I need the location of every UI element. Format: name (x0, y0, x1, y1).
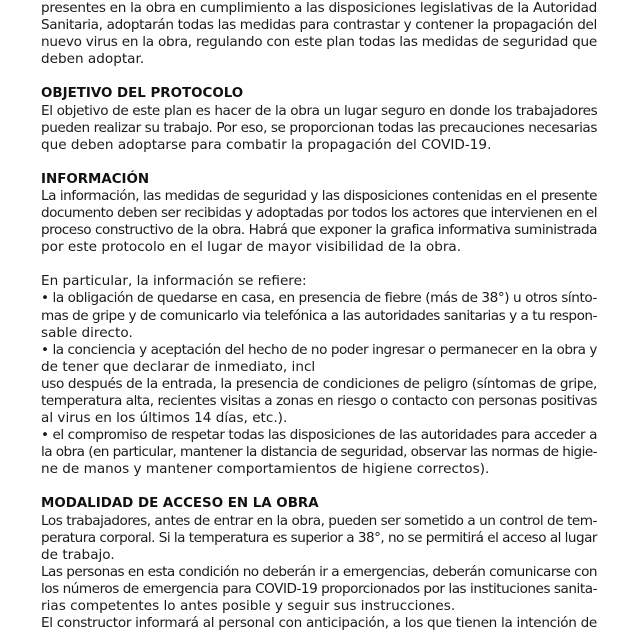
bullet-line: • el compromiso de respetar todas las disposiciones de las autoridades para acceder a (41, 427, 597, 444)
text-line: por este protocolo en el lugar de mayor visibilidad de la obra. (41, 239, 462, 256)
document-page (41, 0, 597, 632)
bullet-line: • la obligación de quedarse en casa, en presencia de fiebre (más de 38°) u otros sínto- (41, 290, 597, 307)
spacer (41, 68, 597, 85)
spacer (41, 478, 597, 495)
text-line: temperatura alta, recientes visitas a zonas en riesgo o contacto con personas positivas (41, 392, 597, 409)
text-line: Sanitaria, adoptarán todas las medidas para contrastar y contener la propagación del (41, 17, 597, 34)
text-line: El objetivo de este plan es hacer de la obra un lugar seguro en donde los trabajadores (41, 102, 598, 119)
text-line: los números de emergencia para COVID-19 proporcionados por las instituciones sanita- (41, 580, 597, 597)
text-line: ne de manos y mantener comportamientos de higiene correctos). (41, 461, 490, 478)
text-line: rias competentes lo antes posible y seguir sus instrucciones. (41, 598, 456, 614)
text-line: uso después de la entrada, la presencia de condiciones de peligro (síntomas de gripe, (41, 375, 597, 392)
section-heading-objetivo: OBJETIVO DEL PROTOCOLO (41, 86, 244, 102)
text-line: de tener que declarar de inmediato, incl (41, 358, 316, 375)
text-line: proceso constructivo de la obra. Habrá que exponer la grafica informativa suministrada (41, 222, 597, 239)
text-line: la obra (en particular, mantener la distancia de seguridad, observar las normas de higie- (41, 444, 597, 461)
spacer (41, 256, 597, 273)
text-line: Los trabajadores, antes de entrar en la obra, pueden ser sometido a un control de tem- (41, 512, 597, 529)
objetivo-paragraph (41, 103, 597, 154)
text-line: deben adoptar. (41, 51, 145, 68)
text-line: peratura corporal. Si la temperatura es superior a 38°, no se permitirá el acceso al lugar (41, 529, 597, 546)
intro-paragraph (41, 0, 597, 68)
text-line: El constructor informará al personal con anticipación, a los que tienen la intención de (41, 615, 597, 632)
text-line: pueden realizar su trabajo. Por eso, se proporcionan todas las precauciones necesarias (41, 119, 597, 136)
spacer (41, 154, 597, 171)
section-heading-acceso: MODALIDAD DE ACCESO EN LA OBRA (41, 496, 319, 512)
text-line: nuevo virus en la obra, regulando con este plan todas las medidas de seguridad que (41, 34, 597, 51)
acceso-paragraph (41, 513, 597, 633)
text-line: de trabajo. (41, 546, 115, 563)
text-line: La información, las medidas de seguridad y las disposiciones contenidas en el presente (41, 187, 597, 204)
text-line: documento deben ser recibidas y adoptadas por todos los actores que intervienen en el (41, 205, 597, 222)
text-line: presentes en la obra en cumplimiento a las disposiciones legislativas de la Autoridad (41, 0, 597, 17)
informacion-paragraph (41, 188, 597, 256)
text-line: al virus en los últimos 14 días, etc.). (41, 410, 288, 427)
text-line: mas de gripe y de comunicarlo via telefónica a las autoridades sanitarias y a tu respon- (41, 307, 597, 324)
text-line: sable directo. (41, 324, 133, 341)
text-line: Las personas en esta condición no deberán ir a emergencias, deberán comunicarse con (41, 563, 597, 580)
bullet-line: • la conciencia y aceptación del hecho de no poder ingresar o permanecer en la obra y (41, 341, 597, 358)
particular-paragraph (41, 273, 597, 478)
text-line: que deben adoptarse para combatir la propagación del COVID-19. (41, 136, 492, 153)
section-heading-informacion: INFORMACIÓN (41, 171, 150, 187)
text-line: En particular, la información se refiere: (41, 273, 307, 290)
